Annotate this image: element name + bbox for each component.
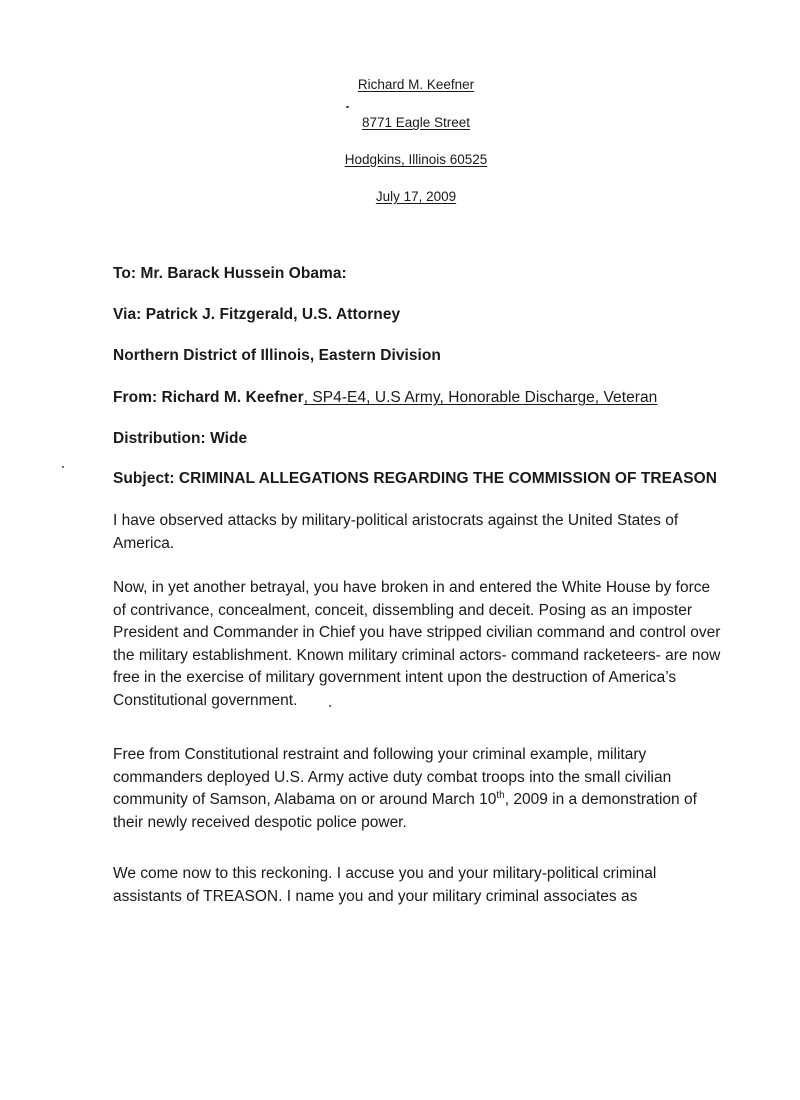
from-label: From: Richard M. Keefner — [113, 389, 304, 406]
body-paragraph-3 — [113, 744, 725, 834]
sender-city: Hodgkins, Illinois 60525 — [344, 152, 488, 167]
to-line: To: Mr. Barack Hussein Obama: — [113, 265, 347, 282]
sender-name: Richard M. Keefner — [357, 77, 475, 92]
letter-date: July 17, 2009 — [375, 189, 457, 204]
from-line — [113, 389, 657, 407]
paragraph-3-text-end: , 2009 in a demonstration of their newly received despotic police power. — [113, 791, 697, 831]
body-paragraph-1: I have observed attacks by military-political aristocrats against the United States of America. — [113, 512, 679, 552]
body-paragraph-2: Now, in yet another betrayal, you have broken in and entered the White House by force of contrivance, concealment, conceit, dissembling and deceit. Posing as an imposter President and Commander in Chief you have stripped civilian command and control over the military establishment. Known military criminal actors- command racketeers- are now free in the exercise of military government intent upon the destruction of America’s Constitutional government. — [113, 579, 721, 709]
subject-line: Subject: CRIMINAL ALLEGATIONS REGARDING THE COMMISSION OF TREASON — [113, 470, 718, 487]
scan-speck — [329, 705, 331, 707]
ordinal-suffix: th — [496, 789, 505, 801]
distribution-line: Distribution: Wide — [113, 430, 248, 447]
scan-speck — [62, 466, 64, 468]
district-line: Northern District of Illinois, Eastern Division — [113, 347, 441, 364]
sender-street: 8771 Eagle Street — [361, 115, 471, 130]
scan-speck — [346, 106, 349, 108]
from-credentials: , SP4-E4, U.S Army, Honorable Discharge, Veteran — [303, 389, 658, 406]
via-line: Via: Patrick J. Fitzgerald, U.S. Attorney — [113, 306, 401, 323]
paragraph-3-text-start: Free from Constitutional restraint and following your criminal example, military commanders deployed U.S. Army active duty combat troops into the small civilian community of Samson, Alabama on or around March 10 — [113, 746, 672, 808]
body-paragraph-4: We come now to this reckoning. I accuse you and your military-political criminal assistants of TREASON. I name you and your military criminal associates as — [113, 865, 657, 905]
